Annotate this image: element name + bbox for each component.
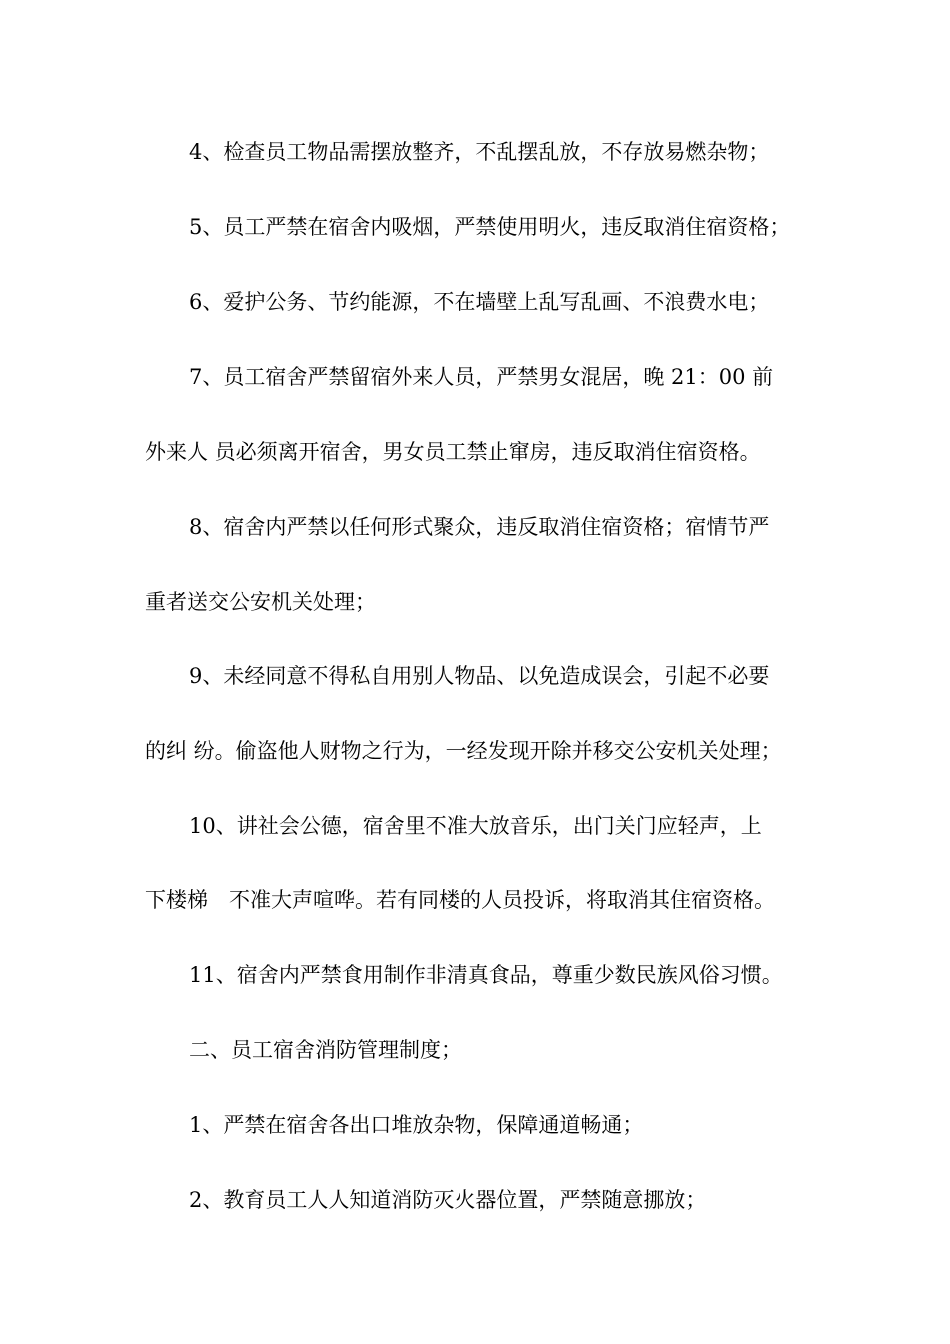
section-heading-fire-safety: 二、员工宿舍消防管理制度； xyxy=(189,1038,462,1062)
rule-7: 7、员工宿舍严禁留宿外来人员，严禁男女混居，晚 21：00 前 xyxy=(189,365,774,389)
rule-5: 5、员工严禁在宿舍内吸烟，严禁使用明火，违反取消住宿资格； xyxy=(189,215,791,239)
fire-rule-1: 1、严禁在宿舍各出口堆放杂物，保障通道畅通； xyxy=(189,1113,644,1137)
rule-8: 8、宿舍内严禁以任何形式聚众，违反取消住宿资格；宿情节严 xyxy=(189,515,770,539)
rule-9: 9、未经同意不得私自用别人物品、以免造成误会，引起不必要 xyxy=(189,664,770,688)
rule-4: 4、检查员工物品需摆放整齐，不乱摆乱放，不存放易燃杂物； xyxy=(189,140,770,164)
rule-7-continued: 外来人 员必须离开宿舍，男女员工禁止窜房，违反取消住宿资格。 xyxy=(145,440,761,464)
rule-6: 6、爱护公务、节约能源，不在墙壁上乱写乱画、不浪费水电； xyxy=(189,290,770,314)
rule-9-continued: 的纠 纷。偷盗他人财物之行为，一经发现开除并移交公安机关处理； xyxy=(145,739,782,763)
fire-rule-2: 2、教育员工人人知道消防灭火器位置，严禁随意挪放； xyxy=(189,1188,707,1212)
rule-8-continued: 重者送交公安机关处理； xyxy=(145,590,376,614)
rule-10-continued: 下楼梯 不准大声喧哗。若有同楼的人员投诉，将取消其住宿资格。 xyxy=(145,888,775,912)
rule-11: 11、宿舍内严禁食用制作非清真食品，尊重少数民族风俗习惯。 xyxy=(189,963,783,987)
rule-10: 10、讲社会公德，宿舍里不准大放音乐，出门关门应轻声，上 xyxy=(189,814,762,838)
